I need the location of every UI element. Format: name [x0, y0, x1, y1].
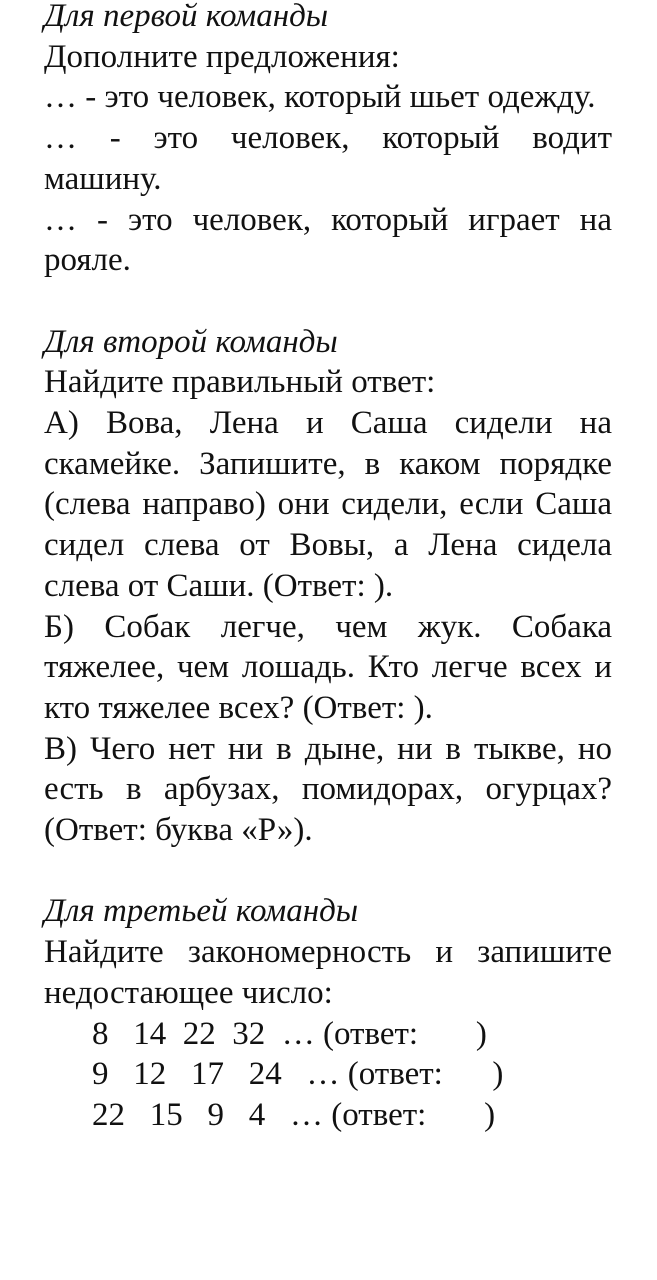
sequence-1: 8 14 22 32 … (ответ: )	[92, 1015, 487, 1052]
sequence-2: 9 12 17 24 … (ответ: )	[92, 1056, 504, 1093]
section-spacer	[44, 851, 612, 892]
team1-item-1: … - это человек, который шьет одежду.	[44, 79, 596, 116]
team1-heading: Для первой команды	[44, 0, 329, 34]
team1-item-2: … - это человек, который водит машину.	[44, 120, 612, 197]
team2-item-a: А) Вова, Лена и Саша сидели на скамейке. Запишите, в каком порядке (слева направо) они сидели, если Саша сидел слева от Вовы, а Лена сидела слева от Саши. (Ответ: ).	[44, 405, 612, 604]
team3-instruction: Найдите закономерность и запишите недостающее число:	[44, 934, 612, 1011]
team2-instruction: Найдите правильный ответ:	[44, 364, 436, 401]
team1-item-3: … - это человек, который играет на рояле.	[44, 201, 612, 279]
sequence-3: 22 15 9 4 … (ответ: )	[92, 1096, 496, 1133]
document-page	[44, 0, 612, 1136]
team2-item-c: В) Чего нет ни в дыне, ни в тыкве, но есть в арбузах, помидорах, огурцах? (Ответ: буква «Р»).	[44, 730, 612, 849]
team1-instruction: Дополните предложения:	[44, 38, 400, 75]
section-spacer	[44, 281, 612, 322]
team2-heading: Для второй команды	[44, 323, 338, 360]
team2-item-b: Б) Собак легче, чем жук. Собака тяжелее, чем лошадь. Кто легче всех и кто тяжелее всех? (Ответ: ).	[44, 608, 612, 726]
team3-heading: Для третьей команды	[44, 893, 359, 930]
